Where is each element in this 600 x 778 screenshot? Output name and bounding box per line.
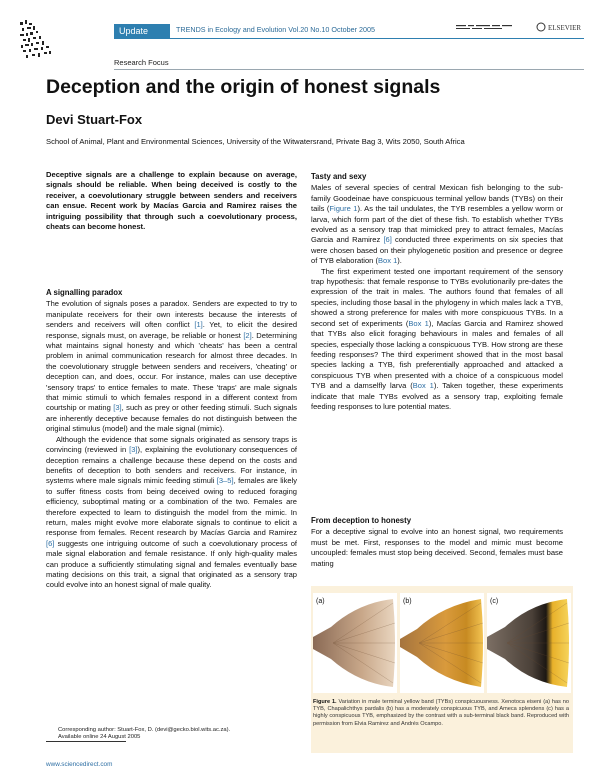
paragraph: Males of several species of central Mexican fish belonging to the sub-family Goodeinae have conspicuous terminal yellow bands (TYBs) on their tails (Figure 1). As the tail undulates, the TYB resembles a yellow worm or larva, which form part of the diet of these fish. To establish whether TYBs evolved as a sensory trap that mimicked prey to attract females, Macías Garcia and Ramirez [6] conducted three experiments on six species that were chosen based on their phylogenetic position and presence or degree of TYB elaboration (Box 1). — [311, 183, 563, 266]
reference-link[interactable]: [6] — [383, 235, 392, 245]
reference-link[interactable]: [3] — [113, 403, 122, 413]
corresponding-author: Corresponding author: Stuart-Fox, D. (devi@gecko.biol.wits.ac.za). — [58, 727, 231, 733]
header-rule — [114, 38, 584, 39]
update-tag: Update — [114, 24, 170, 38]
reference-link[interactable]: [1] — [194, 320, 203, 330]
section-heading: A signalling paradox — [46, 288, 123, 297]
paragraph: The evolution of signals poses a paradox. Senders are expected to try to manipulate receivers for their own interests because the interests of senders and receivers will often conflict [1]. Yet, to elicit the desired response, signals must, on average, be reliable or honest [2]. Determining what maintains signal honesty and which 'cheats' has been a central problem in animal communication research for almost three decades. In the coevolutionary struggle between senders and receivers, 'cheating' or deception can, and does, occur. For instance, males can use deceptive 'sensory traps' to entice females to mate. These 'traps' are male signals that mimic stimuli to which females respond in a different context from courtship or mating [3], such as prey or other feeding stimuli. Such signals are inherently deceptive because females do not distinguish between the original stimulus (model) and the male signal (mimic). — [46, 299, 298, 434]
footnote — [58, 727, 230, 742]
figure-link[interactable]: Figure 1 — [329, 204, 358, 214]
section-heading: From deception to honesty — [311, 516, 412, 525]
abstract: Deceptive signals are a challenge to explain because on average, signals should be reliable. When being deceived is costly to the receiver, a coevolutionary struggle between senders and receivers can ensue. Recent work by Macías Garcia and Ramirez raises the intriguing possibility that through such a coevolutionary process, cheats can become honest. — [46, 170, 297, 232]
available-online: Available online 24 August 2005 — [58, 734, 141, 741]
reference-link[interactable]: [2] — [243, 330, 252, 340]
section-rule — [114, 69, 584, 70]
publisher-logo — [456, 20, 582, 34]
figure-1-image — [313, 593, 571, 693]
author-name: Devi Stuart-Fox — [46, 112, 143, 127]
reference-link[interactable]: [3–5] — [216, 476, 234, 486]
article-title: Deception and the origin of honest signals — [46, 76, 441, 98]
box-link[interactable]: Box 1 — [377, 256, 398, 266]
box-link[interactable]: Box 1 — [408, 318, 429, 328]
reference-link[interactable]: [3] — [129, 445, 138, 455]
panel-label-c: (c) — [490, 598, 499, 605]
footer-url[interactable]: www.sciencedirect.com — [46, 761, 113, 768]
author-affiliation: School of Animal, Plant and Environmental Sciences, University of the Witwatersrand, Private Bag 3, Wits 2050, South Africa — [46, 137, 465, 146]
figure-caption: Figure 1. Variation in male terminal yellow band (TYBs) conspicuousness. Xenotoca eiseni (a) has no TYB, Chapalichthys pardalis (b) has a moderately conspicuous TYB, and Ameca splendens (c) has a highly conspicuous TYB, emphasized by the contrast with a sub-terminal black band. Reproduced with permission from Elvia Ramirez and Andrés Ocampo. — [313, 699, 569, 727]
journal-citation: TRENDS in Ecology and Evolution Vol.20 No.10 October 2005 — [176, 25, 375, 34]
paragraph: The first experiment tested one important requirement of the sensory trap hypothesis: that female response to TYBs evolutionarily pre-dates the expression of the trait in males. The authors found that females of all species, including those basal in the phylogeny in which males lack a TYB, showed a strong preference for males with more conspicuous TYBs. In a second set of experiments (Box 1), Macías Garcia and Ramirez showed that TYBs also elicit foraging behaviours in males and females of all species, especially those lacking a conspicuous TYB. How strong are these feeding responses? The third experiment showed that in the most basal species lacking a TYB, fish preferentially approached and attacked a conspicuous TYB when presented with a choice of a conspicuous model TYB and a damselfly larva (Box 1). Taken together, these experiments indicate that male TYBs evolved as a sensory trap, exploiting female feeding responses to lure potential mates. — [311, 266, 563, 411]
publisher-logo-text: ELSEVIER — [548, 24, 582, 32]
journal-logo-icon — [18, 18, 54, 62]
panel-label-a: (a) — [316, 598, 325, 605]
panel-label-b: (b) — [403, 598, 412, 605]
section-label: Research Focus — [114, 58, 169, 67]
paragraph: For a deceptive signal to evolve into an honest signal, two requirements must be met. First, responses to the model and mimic must become uncoupled: females must stop being deceived. Second, females must base mating — [311, 527, 563, 568]
section-heading: Tasty and sexy — [311, 172, 367, 181]
section-deception-to-honesty — [311, 516, 563, 569]
section-signalling-paradox — [46, 288, 297, 591]
reference-link[interactable]: [6] — [46, 538, 55, 548]
section-tasty-and-sexy — [311, 172, 563, 412]
box-link[interactable]: Box 1 — [412, 381, 434, 391]
paragraph: Although the evidence that some signals originated as sensory traps is convincing (reviewed in [3]), explaining the evolutionary consequences of deception remains a challenge because these depend on the costs and benefits of deception to both senders and receivers. For instance, in systems where male signals mimic feeding stimuli [3–5], females are likely to suffer fitness costs from being deceived owing to reduced foraging efficiency, suboptimal mating or a combination of the two. Females are therefore expected to learn to distinguish the model from the mimic. In return, males might evolve more elaborate signals to continue to elicit a response from females. Recent research by Macías Garcia and Ramirez [6] suggests one intriguing outcome of such a coevolutionary process of male signal elaboration and female resistance. If only high-quality males can produce a sufficiently stimulating signal and females eventually base mating decisions on this trait, a signal that originated as a sensory trap could evolve into an honest signal of male quality. — [46, 434, 298, 590]
